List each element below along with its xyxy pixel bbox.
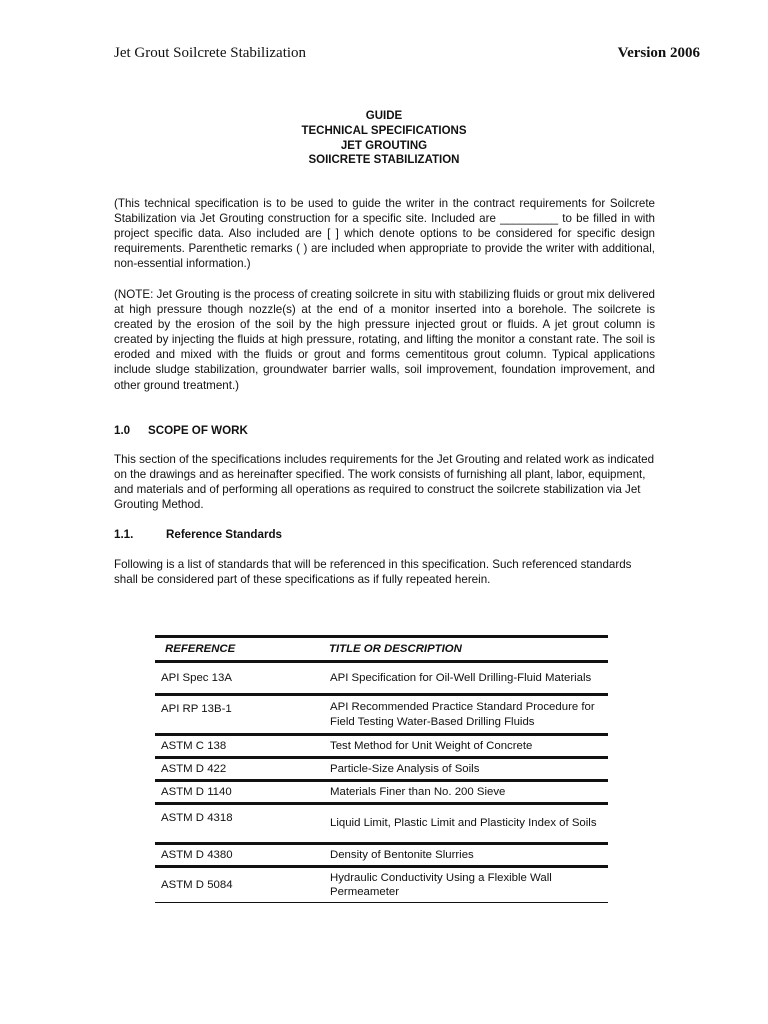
reference-cell: ASTM D 422 <box>155 758 321 781</box>
column-header-description: TITLE OR DESCRIPTION <box>321 637 608 662</box>
section-1-heading <box>114 424 248 437</box>
title-line-1: GUIDE <box>365 110 403 122</box>
table-row <box>155 804 608 844</box>
section-1-title: SCOPE OF WORK <box>148 424 248 437</box>
reference-cell: ASTM C 138 <box>155 735 321 758</box>
section-1-1-heading <box>114 528 282 541</box>
description-cell: API Specification for Oil-Well Drilling-Fluid Materials <box>321 662 608 695</box>
table-header-row <box>155 637 608 662</box>
description-cell: Test Method for Unit Weight of Concrete <box>321 735 608 758</box>
table-row <box>155 735 608 758</box>
table-row <box>155 781 608 804</box>
section-1-body: This section of the specifications includes requirements for the Jet Grouting and related work as indicated on the drawings and as hereinafter specified. The work consists of furnishing all plant, labor, equipment, and materials and of performing all operations as required to construct the soilcrete stabilization via Jet Grouting Method. <box>114 453 655 512</box>
table-row <box>155 758 608 781</box>
title-line-3: JET GROUTING <box>340 139 428 152</box>
table-row <box>155 695 608 735</box>
description-cell: Density of Bentonite Slurries <box>321 844 608 867</box>
table-row <box>155 662 608 695</box>
title-line-2: TECHNICAL SPECIFICATIONS <box>301 124 467 137</box>
description-cell: Hydraulic Conductivity Using a Flexible Wall Permeameter <box>321 867 608 903</box>
section-1-1-body: Following is a list of standards that will be referenced in this specification. Such referenced standards shall be considered part of these specifications as if fully repeated herein. <box>114 558 632 587</box>
table-row <box>155 867 608 903</box>
column-header-reference: REFERENCE <box>155 637 321 662</box>
reference-cell: ASTM D 5084 <box>155 867 321 903</box>
running-header-title: Jet Grout Soilcrete Stabilization <box>114 45 307 61</box>
section-1-1-number: 1.1. <box>114 528 134 541</box>
reference-standards-table <box>155 635 608 903</box>
reference-cell: ASTM D 4380 <box>155 844 321 867</box>
description-cell: API Recommended Practice Standard Procedure for Field Testing Water-Based Drilling Fluids <box>321 695 608 735</box>
section-1-1-title: Reference Standards <box>166 528 282 541</box>
note-paragraph: (NOTE: Jet Grouting is the process of creating soilcrete in situ with stabilizing fluids or grout mix delivered at high pressure though nozzle(s) at the end of a monitor inserted into a borehole. The soilcrete is created by the erosion of the soil by the high pressure injected grout or fluids. A jet grout column is created by injecting the fluids at high pressure, rotating, and lifting the monitor a constant rate. The soil is eroded and mixed with the fluids or grout and forms cementitous grout column. Typical applications include sludge stabilization, groundwater barrier walls, soil improvement, foundation improvement, and other ground treatment.) <box>114 288 655 392</box>
reference-cell: ASTM D 1140 <box>155 781 321 804</box>
description-cell: Particle-Size Analysis of Soils <box>321 758 608 781</box>
title-line-4: SOIICRETE STABILIZATION <box>308 154 460 167</box>
reference-cell: ASTM D 4318 <box>155 804 321 844</box>
document-title-block <box>0 109 768 168</box>
reference-cell: API Spec 13A <box>155 662 321 695</box>
description-cell: Liquid Limit, Plastic Limit and Plasticity Index of Soils <box>321 804 608 844</box>
reference-cell: API RP 13B-1 <box>155 695 321 735</box>
intro-paragraph: (This technical specification is to be used to guide the writer in the contract requirements for Soilcrete Stabilization via Jet Grouting construction for a specific site. Included are _________ to be filled in with project specific data. Also included are [ ] which denote options to be considered for specific design requirements. Parenthetic remarks ( ) are included when appropriate to provide the writer with additional, non-essential information.) <box>114 197 655 271</box>
section-1-number: 1.0 <box>114 424 131 437</box>
table-row <box>155 844 608 867</box>
description-cell: Materials Finer than No. 200 Sieve <box>321 781 608 804</box>
running-header-version: Version 2006 <box>617 45 700 61</box>
